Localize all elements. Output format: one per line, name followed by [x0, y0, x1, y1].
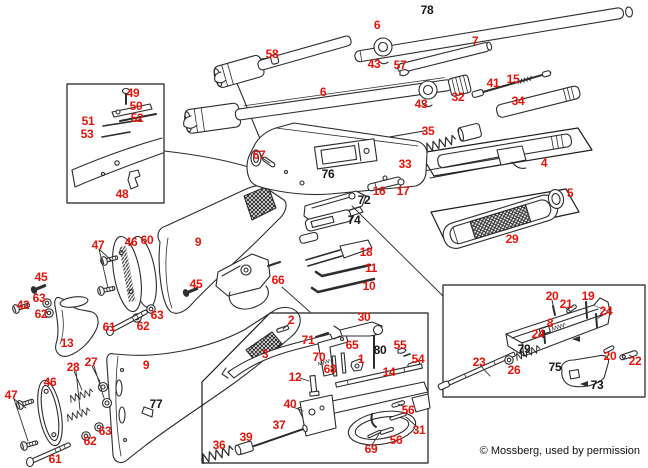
part-label-20: 20: [545, 289, 559, 303]
part-label-46: 46: [124, 235, 138, 249]
barrel-group: [183, 7, 633, 134]
slide-assembly-detail-box: [438, 285, 645, 397]
part-label-42: 42: [16, 298, 30, 312]
part-label-14: 14: [382, 365, 396, 379]
part-label-32: 32: [451, 90, 465, 104]
part-label-37: 37: [272, 418, 286, 432]
action-tube-group: [420, 128, 592, 178]
part-label-62: 62: [83, 434, 97, 448]
part-label-66: 66: [271, 273, 285, 287]
part-label-60: 60: [140, 233, 154, 247]
part-label-24: 24: [531, 327, 545, 341]
part-label-21: 21: [559, 297, 573, 311]
part-label-3: 3: [261, 347, 269, 361]
part-label-62: 62: [136, 319, 150, 333]
pistol-grip-group: [12, 281, 98, 356]
part-label-77: 77: [149, 397, 163, 411]
part-label-16: 16: [372, 184, 386, 198]
part-label-73: 73: [590, 378, 604, 392]
part-label-47: 47: [4, 388, 18, 402]
part-label-47: 47: [91, 238, 105, 252]
part-label-56: 56: [401, 403, 415, 417]
part-label-13: 13: [60, 336, 74, 350]
part-label-57: 57: [393, 58, 407, 72]
part-label-20: 20: [603, 349, 617, 363]
part-label-62: 62: [34, 307, 48, 321]
part-label-40: 40: [283, 397, 297, 411]
part-label-76: 76: [321, 167, 335, 181]
part-label-34: 34: [511, 94, 525, 108]
forend-group: [431, 188, 579, 251]
part-label-6: 6: [319, 85, 327, 99]
part-label-26: 26: [507, 363, 521, 377]
part-label-75: 75: [548, 360, 562, 374]
part-label-52: 52: [130, 111, 144, 125]
part-label-8: 8: [546, 316, 554, 330]
part-label-18: 18: [359, 245, 373, 259]
part-label-53: 53: [80, 127, 94, 141]
part-label-70: 70: [312, 350, 326, 364]
part-label-48: 48: [115, 187, 129, 201]
part-label-19: 19: [581, 289, 595, 303]
part-label-27: 27: [84, 355, 98, 369]
part-label-23: 23: [472, 355, 486, 369]
part-label-29: 29: [505, 232, 519, 246]
part-label-33: 33: [398, 157, 412, 171]
part-label-24: 24: [599, 304, 613, 318]
part-label-2: 2: [287, 313, 295, 327]
part-label-6: 6: [373, 18, 381, 32]
part-label-41: 41: [486, 76, 500, 90]
part-label-43: 43: [414, 97, 428, 111]
part-label-17: 17: [396, 184, 410, 198]
part-label-1: 1: [357, 352, 365, 366]
part-label-45: 45: [34, 270, 48, 284]
part-label-22: 22: [628, 354, 642, 368]
part-label-54: 54: [411, 352, 425, 366]
part-label-11: 11: [364, 261, 378, 275]
sight-detail-box: [67, 84, 252, 203]
part-label-58: 58: [265, 47, 279, 61]
part-label-69: 69: [364, 442, 378, 456]
part-label-36: 36: [212, 438, 226, 452]
part-label-80: 80: [373, 343, 387, 357]
part-label-49: 49: [126, 86, 140, 100]
part-label-55: 55: [393, 338, 407, 352]
part-label-10: 10: [362, 279, 376, 293]
part-label-31: 31: [412, 423, 426, 437]
part-label-46: 46: [43, 375, 57, 389]
part-label-12: 12: [288, 370, 302, 384]
part-label-15: 15: [506, 72, 520, 86]
part-label-63: 63: [150, 308, 164, 322]
part-label-45: 45: [189, 277, 203, 291]
part-label-4: 4: [540, 156, 548, 170]
lower-stock-group: [14, 307, 300, 466]
part-label-65: 65: [345, 338, 359, 352]
part-label-30: 30: [357, 310, 371, 324]
part-label-71: 71: [301, 333, 315, 347]
part-label-50: 50: [129, 99, 143, 113]
copyright-notice: © Mossberg, used by permission: [479, 445, 640, 457]
part-label-68: 68: [323, 362, 337, 376]
part-label-51: 51: [81, 114, 95, 128]
part-label-56: 56: [389, 433, 403, 447]
part-label-63: 63: [98, 424, 112, 438]
part-label-79: 79: [517, 342, 531, 356]
part-label-74: 74: [347, 213, 361, 227]
part-label-28: 28: [66, 360, 80, 374]
part-label-43: 43: [367, 57, 381, 71]
part-label-67: 67: [252, 148, 266, 162]
part-label-72: 72: [357, 193, 371, 207]
part-label-61: 61: [48, 452, 62, 466]
part-label-9: 9: [142, 358, 150, 372]
part-label-7: 7: [471, 34, 479, 48]
part-label-78: 78: [420, 3, 434, 17]
part-label-9: 9: [194, 235, 202, 249]
part-label-39: 39: [239, 430, 253, 444]
part-label-63: 63: [32, 291, 46, 305]
part-label-5: 5: [566, 186, 574, 200]
part-label-61: 61: [102, 320, 116, 334]
part-label-35: 35: [421, 124, 435, 138]
